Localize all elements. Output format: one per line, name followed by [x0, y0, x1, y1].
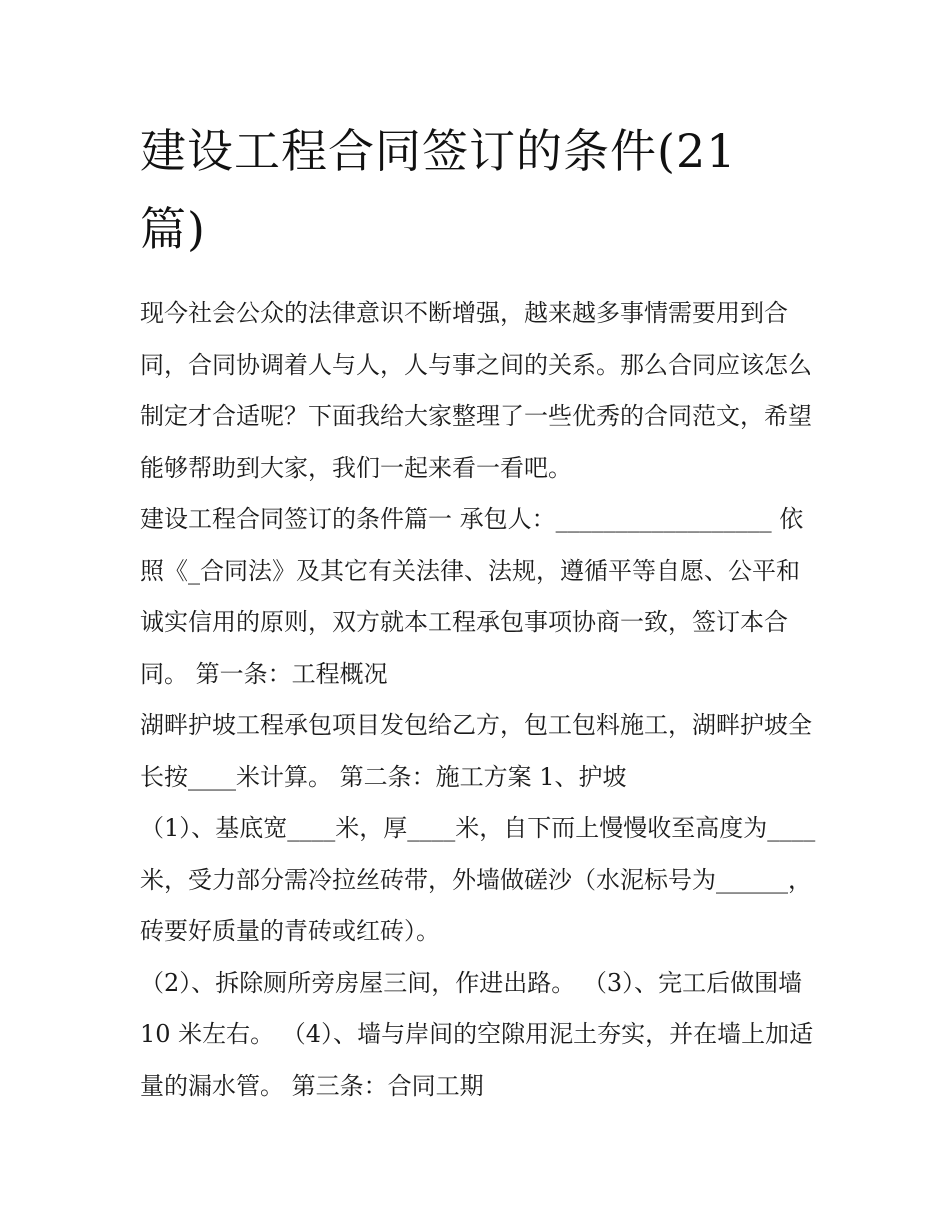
paragraph-works-list: （2）、拆除厕所旁房屋三间，作进出路。 （3）、完工后做围墙 10 米左右。 （4）、墙与岸间的空隙用泥土夯实，并在墙上加适量的漏水管。 第三条：合同工期 — [140, 968, 814, 1100]
paragraph-intro: 现今社会公众的法律意识不断增强，越来越多事情需要用到合同，合同协调着人与人，人与事之间的关系。那么合同应该怎么制定才合适呢？下面我给大家整理了一些优秀的合同范文，希望能够帮助到大家，我们一起来看一看吧。 — [140, 299, 812, 482]
paragraph-contract-preamble: 建设工程合同签订的条件篇一 承包人：__________________ 依照《_合同法》及其它有关法律、法规，遵循平等自愿、公平和诚实信用的原则，双方就本工程承包事项协商一致，签订本合同。 第一条：工程概况 — [140, 505, 804, 688]
document-body — [140, 288, 820, 1112]
paragraph-slope-spec: （1）、基底宽____米，厚____米，自下而上慢慢收至高度为____米，受力部分需冷拉丝砖带，外墙做磋沙（水泥标号为______，砖要好质量的青砖或红砖）。 — [140, 814, 816, 945]
document-page — [140, 112, 820, 1112]
document-title: 建设工程合同签订的条件(21篇) — [140, 124, 737, 256]
paragraph-project-overview: 湖畔护坡工程承包项目发包给乙方，包工包料施工，湖畔护坡全长按____米计算。 第二条：施工方案 1、护坡 — [140, 711, 812, 791]
